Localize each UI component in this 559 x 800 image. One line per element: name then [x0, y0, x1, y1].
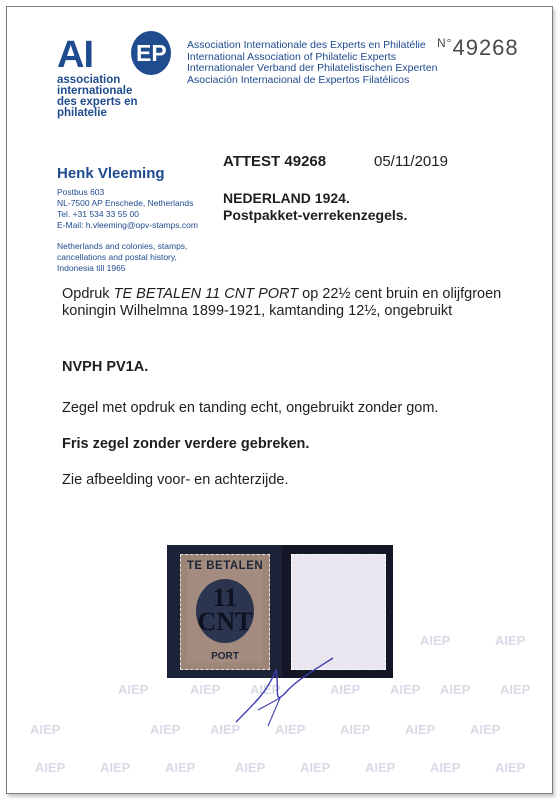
- attest-date: 05/11/2019: [374, 153, 448, 170]
- logo-line-2: internationale: [57, 85, 133, 97]
- watermark-logo: AIEP: [30, 722, 61, 737]
- watermark-logo: AIEP: [250, 682, 281, 697]
- watermark-logo: AIEP: [390, 682, 421, 697]
- assoc-name-es: Asociación Internacional de Expertos Filatélicos: [187, 73, 410, 86]
- watermark-logo: AIEP: [118, 682, 149, 697]
- stamp-overprint-top: TE BETALEN: [186, 560, 264, 572]
- watermark-logo: AIEP: [500, 682, 531, 697]
- expert-specialty-line: Indonesia till 1965: [57, 263, 126, 273]
- stamp-series: Postpakket-verrekenzegels.: [223, 207, 408, 223]
- country-heading: [223, 190, 407, 224]
- watermark-logo: AIEP: [440, 682, 471, 697]
- attest-number: ATTEST 49268: [223, 153, 327, 170]
- watermark-logo: AIEP: [35, 760, 66, 775]
- logo-subtitle: [57, 75, 167, 119]
- stamp-overprint-bottom: PORT: [211, 651, 239, 662]
- watermark-logo: AIEP: [405, 722, 436, 737]
- watermark-logo: AIEP: [165, 760, 196, 775]
- assoc-name-en: International Association of Philatelic Experts: [187, 50, 396, 63]
- verdict: Zegel met opdruk en tanding echt, ongebruikt zonder gom.: [62, 400, 439, 416]
- watermark-logo: AIEP: [275, 722, 306, 737]
- stamp-description: [62, 286, 532, 320]
- description-text: Opdruk: [62, 286, 114, 302]
- watermark-logo: AIEP: [235, 760, 266, 775]
- expert-address-line: Postbus 603: [57, 187, 105, 197]
- overprint-text: TE BETALEN 11 CNT PORT: [113, 286, 299, 302]
- watermark-logo: AIEP: [430, 760, 461, 775]
- expert-phone: Tel. +31 534 33 55 00: [57, 209, 139, 219]
- expert-address-line: NL-7500 AP Enschede, Netherlands: [57, 198, 194, 208]
- watermark-logo: AIEP: [420, 633, 451, 648]
- signature: [228, 650, 338, 730]
- description-text-cont: op 22½ cent bruin en olijfgroen koningin Wilhelmna 1899-1921, kamtanding 12½, ongebruikt: [62, 286, 502, 319]
- expert-block: [57, 165, 227, 274]
- watermark-logo: AIEP: [100, 760, 131, 775]
- logo-line-1: association: [57, 74, 121, 86]
- watermark-logo: AIEP: [330, 682, 361, 697]
- watermark-logo: AIEP: [190, 682, 221, 697]
- expert-email: E-Mail: h.vleeming@opv-stamps.com: [57, 220, 198, 230]
- certificate-number: [437, 35, 519, 61]
- watermark-logo: AIEP: [495, 760, 526, 775]
- cert-number-value: 49268: [452, 35, 519, 60]
- stamp-value: [181, 583, 269, 636]
- watermark-logo: AIEP: [210, 722, 241, 737]
- cert-number-prefix: N°: [437, 36, 453, 50]
- logo-ai-text: AI: [57, 34, 93, 76]
- watermark-logo: AIEP: [150, 722, 181, 737]
- catalog-number: NVPH PV1A.: [62, 359, 149, 375]
- stamp-value-unit: CNT: [197, 607, 253, 636]
- watermark-logo: AIEP: [495, 633, 526, 648]
- watermark-logo: AIEP: [365, 760, 396, 775]
- country-year: NEDERLAND 1924.: [223, 190, 350, 206]
- logo-line-3: des experts en philatelie: [57, 96, 138, 119]
- assoc-name-fr: Association Internationale des Experts en Philatélie: [187, 39, 426, 51]
- image-note: Zie afbeelding voor- en achterzijde.: [62, 472, 289, 488]
- expert-name: Henk Vleeming: [57, 165, 165, 182]
- watermark-logo: AIEP: [300, 760, 331, 775]
- assoc-name-de: Internationaler Verband der Philatelistischen Experten: [187, 62, 438, 74]
- association-names: [187, 40, 437, 86]
- watermark-logo: AIEP: [340, 722, 371, 737]
- aiep-logo: [57, 28, 167, 119]
- watermark-logo: AIEP: [470, 722, 501, 737]
- logo-seal: EP: [131, 31, 171, 75]
- expert-specialty-line: cancellations and postal history,: [57, 252, 177, 262]
- condition: Fris zegel zonder verdere gebreken.: [62, 436, 310, 452]
- stamp-value-number: 11: [212, 583, 238, 612]
- expert-specialty-line: Netherlands and colonies, stamps,: [57, 241, 188, 251]
